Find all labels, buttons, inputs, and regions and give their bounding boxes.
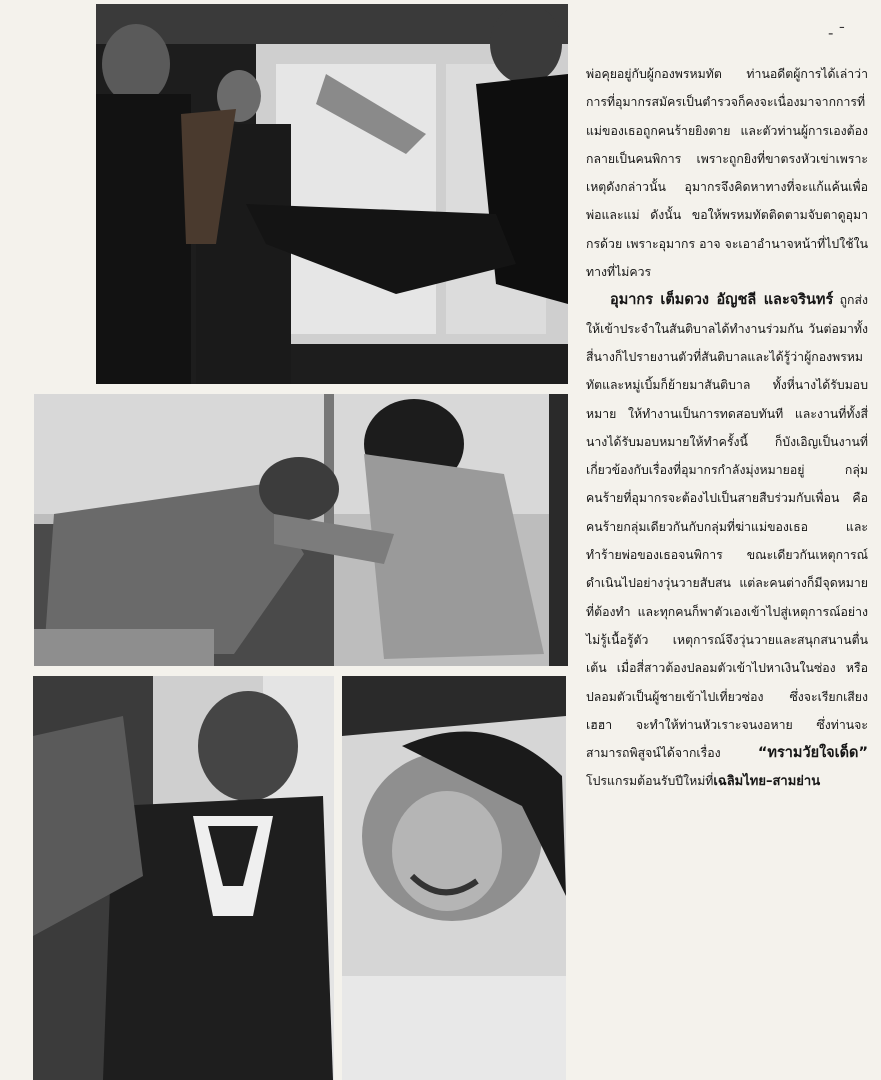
article-paragraph-1: พ่อคุยอยู่กับผู้กองพรหมทัต ท่านอดีตผู้การได้เล่าว่า การที่อุมากรสมัครเป็นตำรวจก็คงจะเนื่องมาจากการที่แม่ของเธอถูกคนร้ายยิงตาย และตัวท่านผู้การเองต้องกลายเป็นคนพิการ เพราะถูกยิงที่ขาตรงหัวเข่าเพราะเหตุดังกล่าวนั้น อุมากรจึงคิดหาทางที่จะแก้แค้นเพื่อพ่อและแม่ ดังนั้น ขอให้พรหมทัตติดตามจับตาดูอุมากรด้วย เพราะอุมากร อาจ จะเอาอำนาจหน้าที่ไปใช้ในทางที่ไม่ควร — [586, 67, 868, 280]
photo-kick-scene — [96, 4, 568, 384]
paragraph-2-body: ถูกส่งให้เข้าประจำในสันติบาลได้ทำงานร่วมกัน วันต่อมาทั้งสี่นางก็ไปรายงานตัวที่สันติบาลและได้รู้ว่าผู้กองพรหมทัตและหมู่เบิ้มก็ย้ายมาสันติบาล ทั้งหี่นางได้รับมอบหมาย ให้ทำงานเป็นการทดสอบทันที และงานที่ทั้งสี่นางได้รับมอบหมายให้ทำครั้งนี้ ก็บังเอิญเป็นงานที่เกี่ยวข้องกับเรื่องที่อุมากรกำลังมุ่งหมายอยู่ กลุ่มคนร้ายที่อุมากรจะต้องไปเป็นสายสืบร่วมกับเพื่อน คือ คนร้ายกลุ่มเดียวกันกับกลุ่มที่ฆ่าแม่ของเธอ และทำร้ายพ่อของเธอจนพิการ ขณะเดียวกันเหตุการณ์ดำเนินไปอย่างวุ่นวายสับสน แต่ละคนต่างก็มีจุดหมายที่ต้องทำ และทุกคนก็พาตัวเองเข้าไปสู่เหตุการณ์อย่างไม่รู้เนื้อรู้ตัว เหตุการณ์จึงวุ่นวายและสนุกสนานตื่นเต้น เมื่อสี่สาวต้องปลอมตัวเข้าไปหาเงินในซ่อง หรือปลอมตัวเป็นผู้ชายเข้าไปเที่ยวซ่อง ซึ่งจะเรียกเสียงเฮฮา จะทำให้ท่านหัวเราะจนงอหาย ซึ่งท่านจะสามารถพิสูจน์ได้จากเรื่อง — [586, 293, 869, 761]
paragraph-lead-names: อุมากร เต็มดวง อัญชลี และจรินทร์ — [610, 292, 834, 309]
article-paragraph-2 — [586, 286, 868, 796]
corner-mark: - ¯ — [828, 24, 846, 42]
film-title: “ทรามวัยใจเด็ด” — [757, 745, 868, 762]
program-text: โปรแกรมต้อนรับปีใหม่ที่ — [586, 774, 714, 789]
photo-older-man — [33, 676, 334, 1080]
photo-laughing-woman — [342, 676, 566, 1080]
photo-struggle-scene — [34, 394, 568, 666]
venue-name: เฉลิมไทย–สามย่าน — [713, 774, 821, 790]
article-text-column — [586, 60, 868, 797]
